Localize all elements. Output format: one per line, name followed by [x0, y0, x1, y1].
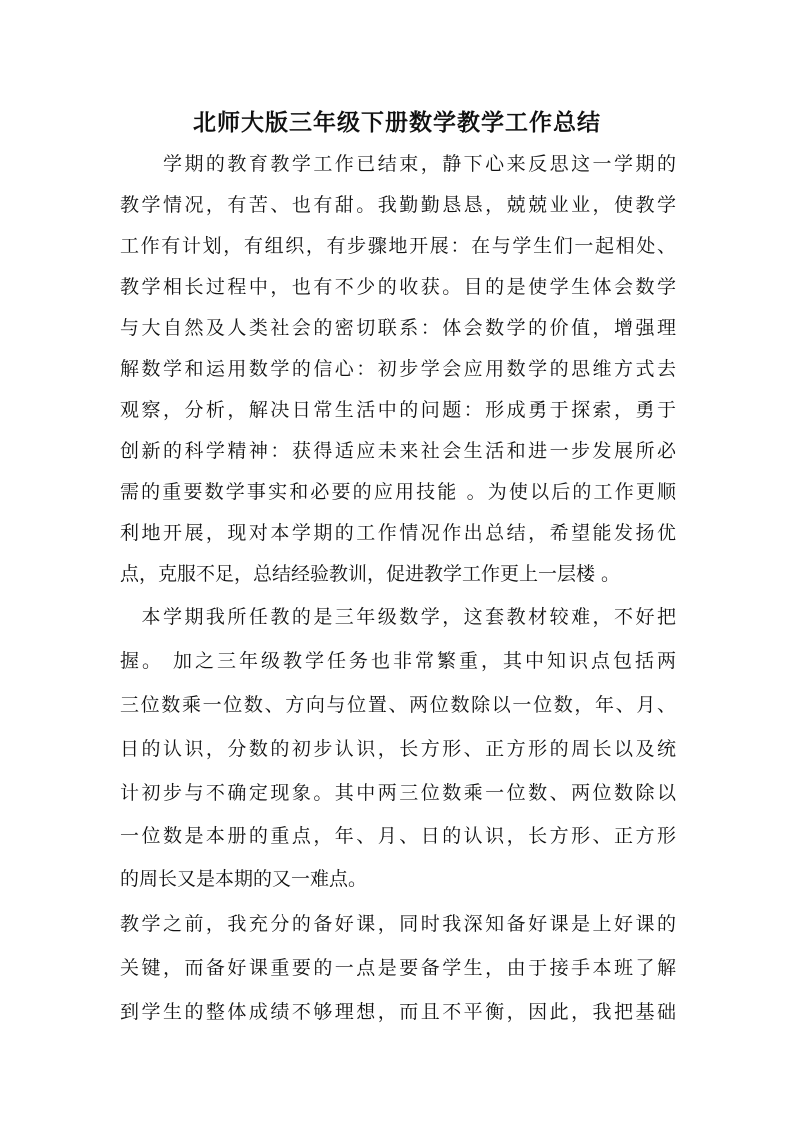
body-line: 观察，分析，解决日常生活中的问题：形成勇于探索，勇于	[120, 399, 676, 421]
body-line: 工作有计划，有组织，有步骤地开展：在与学生们一起相处、	[120, 235, 676, 257]
body-line: 创新的科学精神：获得适应未来社会生活和进一步发展所必	[120, 440, 676, 462]
body-line: 利地开展，现对本学期的工作情况作出总结，希望能发扬优	[120, 522, 676, 544]
document-title: 北师大版三年级下册数学教学工作总结	[193, 110, 601, 136]
body-line: 本学期我所任教的是三年级数学，这套教材较难，不好把	[120, 606, 676, 628]
body-line: 需的重要数学事实和必要的应用技能 。为使以后的工作更顺	[120, 481, 676, 503]
body-line: 教学相长过程中，也有不少的收获。目的是使学生体会数学	[120, 276, 676, 298]
body-line: 日的认识，分数的初步认识，长方形、正方形的周长以及统	[120, 738, 676, 760]
body-line: 学期的教育教学工作已结束，静下心来反思这一学期的	[120, 153, 676, 175]
body-line: 计初步与不确定现象。其中两三位数乘一位数、两位数除以	[120, 782, 676, 804]
body-line: 握。 加之三年级教学任务也非常繁重，其中知识点包括两	[120, 650, 676, 672]
body-line: 的周长又是本期的又一难点。	[120, 868, 368, 890]
body-line: 点，克服不足，总结经验教训，促进教学工作更上一层楼 。	[120, 563, 621, 585]
body-line: 三位数乘一位数、方向与位置、两位数除以一位数，年、月、	[120, 694, 676, 716]
body-line: 解数学和运用数学的信心：初步学会应用数学的思维方式去	[120, 358, 676, 380]
body-line: 与大自然及人类社会的密切联系：体会数学的价值，增强理	[120, 317, 676, 339]
body-line: 教学之前，我充分的备好课，同时我深知备好课是上好课的	[120, 913, 676, 935]
body-line: 到学生的整体成绩不够理想，而且不平衡，因此，我把基础	[120, 1001, 676, 1023]
body-line: 一位数是本册的重点，年、月、日的认识，长方形、正方形	[120, 825, 676, 847]
body-line: 教学情况，有苦、也有甜。我勤勤恳恳，兢兢业业，使教学	[120, 194, 676, 216]
body-line: 关键，而备好课重要的一点是要备学生，由于接手本班了解	[120, 957, 676, 979]
